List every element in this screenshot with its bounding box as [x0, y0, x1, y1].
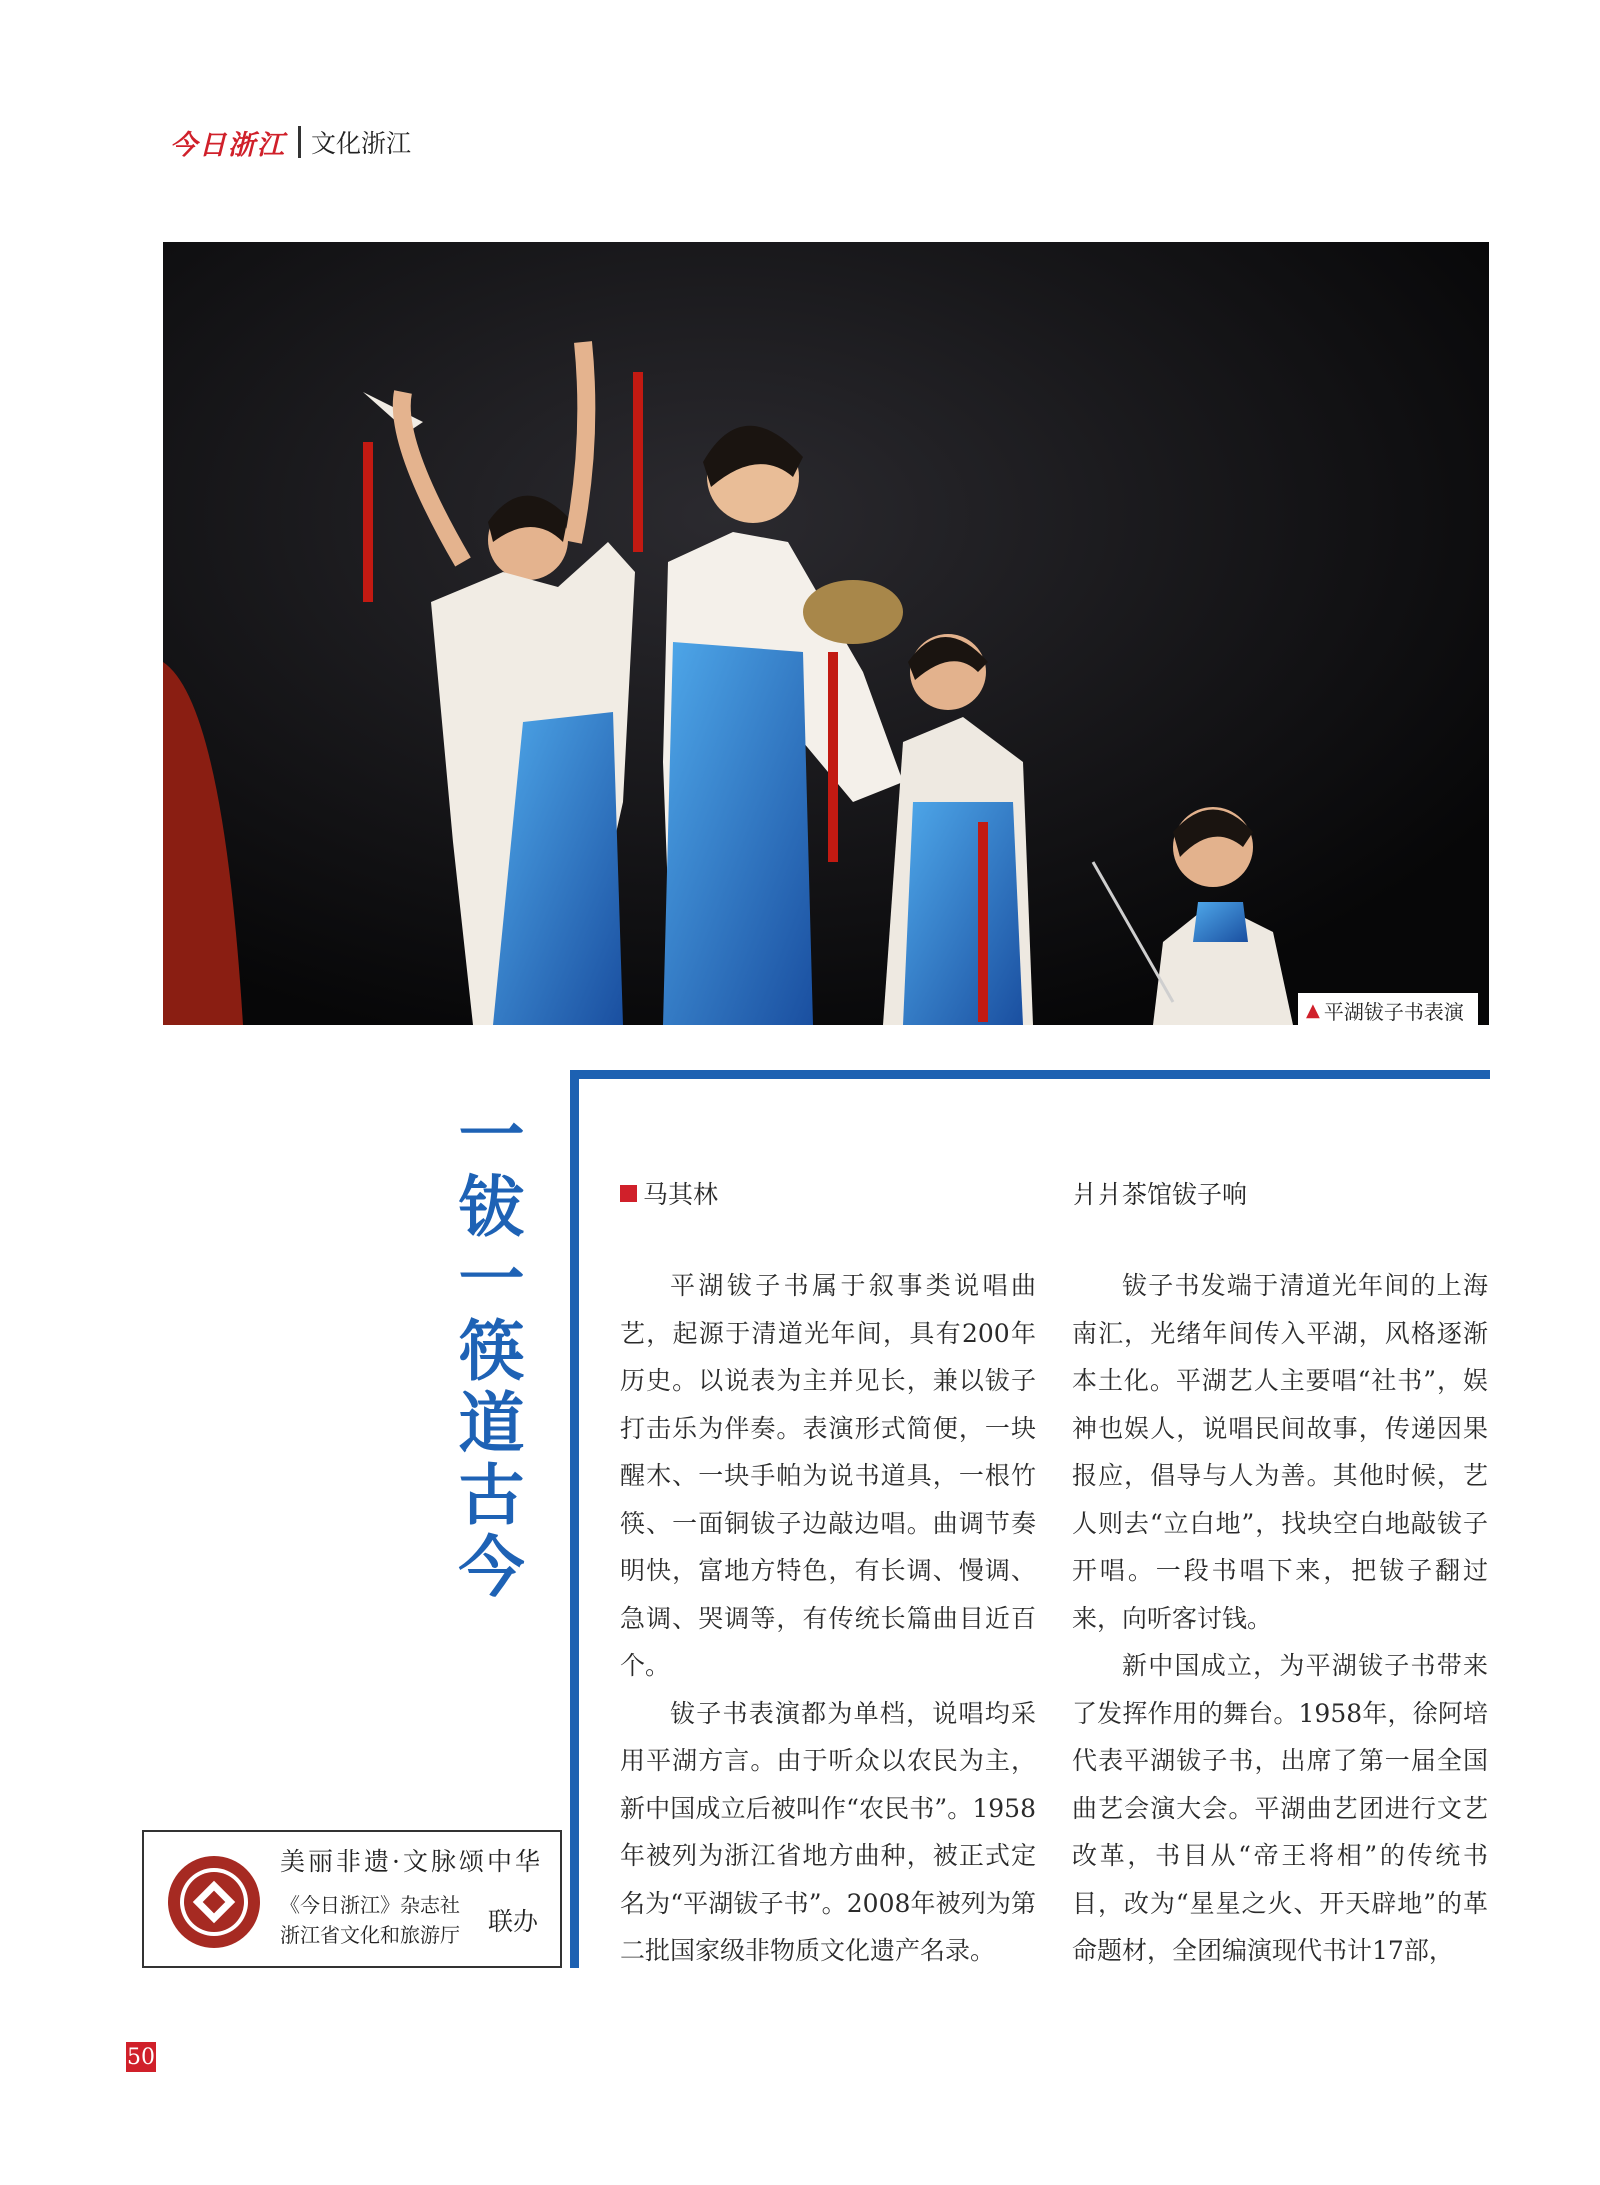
paragraph: 新中国成立，为平湖钹子书带来了发挥作用的舞台。1958年，徐阿培代表平湖钹子书，出席了第一届全国曲艺会演大会。平湖曲艺团进行文艺改革，书目从“帝王将相”的传统书目，改为“星星之火、开天辟地”的革命题材，全团编演现代书计17部， [1072, 1651, 1488, 1965]
caption-text: 平湖钹子书表演 [1323, 999, 1464, 1024]
photo-illustration [163, 242, 1489, 1025]
sponsor-box [142, 1830, 562, 1968]
author-byline [620, 1175, 718, 1211]
photo-caption [1298, 993, 1478, 1027]
sponsor-org-magazine: 《今日浙江》杂志社 [280, 1893, 460, 1917]
magazine-logo: 今日浙江 [170, 129, 286, 161]
article-title: 一钹一筷道古今 [447, 1100, 524, 1604]
paragraph: 钹子书发端于清道光年间的上海南汇，光绪年间传入平湖，风格逐渐本土化。平湖艺人主要唱“社书”，娱神也娱人，说唱民间故事，传递因果报应，倡导与人为善。其他时候，艺人则去“立白地”，找块空白地敲钹子开唱。一段书唱下来，把钹子翻过来，向听客讨钱。 [1072, 1271, 1488, 1633]
header-divider [298, 126, 301, 158]
article-column-left [620, 1262, 1036, 1975]
joint-label: 联办 [488, 1907, 539, 1936]
section-subhead: 爿爿茶馆钹子响 [1072, 1180, 1248, 1209]
performance-photo [163, 242, 1489, 1025]
section-name: 文化浙江 [311, 129, 412, 158]
frame-top-rule [570, 1070, 1490, 1079]
sponsor-slogan: 美丽非遗·文脉颂中华 [280, 1847, 543, 1876]
heritage-seal-icon [166, 1854, 262, 1950]
frame-left-rule [570, 1070, 579, 1968]
article-column-right [1072, 1262, 1488, 1975]
page-number: 50 [126, 2042, 156, 2072]
red-square-icon [620, 1185, 637, 1202]
page-header [170, 122, 411, 162]
paragraph: 平湖钹子书属于叙事类说唱曲艺，起源于清道光年间，具有200年历史。以说表为主并见长，兼以钹子打击乐为伴奏。表演形式简便，一块醒木、一块手帕为说书道具，一根竹筷、一面铜钹子边敲边唱。曲调节奏明快，富地方特色，有长调、慢调、急调、哭调等，有传统长篇曲目近百个。 [620, 1271, 1036, 1680]
paragraph: 钹子书表演都为单档，说唱均采用平湖方言。由于听众以农民为主，新中国成立后被叫作“农民书”。1958年被列为浙江省地方曲种，被正式定名为“平湖钹子书”。2008年被列为第二批国家级非物质文化遗产名录。 [620, 1698, 1036, 1965]
author-name: 马其林 [643, 1180, 719, 1209]
sponsor-org-department: 浙江省文化和旅游厅 [280, 1923, 460, 1947]
triangle-icon: ▲ [1306, 999, 1320, 1021]
